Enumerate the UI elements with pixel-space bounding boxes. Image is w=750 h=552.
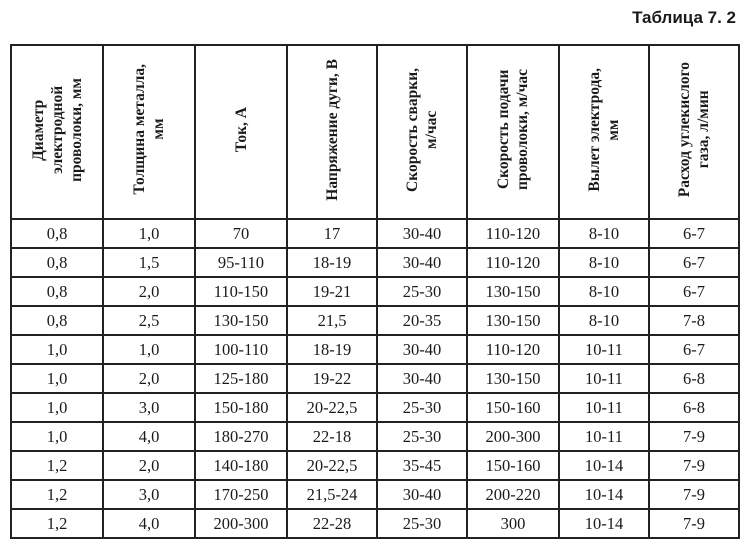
table-cell: 4,0 — [103, 509, 195, 538]
table-row — [11, 393, 739, 422]
table-cell: 140-180 — [195, 451, 287, 480]
table-cell: 110-150 — [195, 277, 287, 306]
table-cell: 10-11 — [559, 335, 649, 364]
table-cell: 8-10 — [559, 248, 649, 277]
table-cell: 1,0 — [11, 393, 103, 422]
header-wire-diameter: Диаметр электродной проволоки, мм — [11, 45, 103, 219]
table-cell: 10-14 — [559, 451, 649, 480]
table-cell: 3,0 — [103, 480, 195, 509]
table-cell: 18-19 — [287, 335, 377, 364]
table-cell: 1,2 — [11, 480, 103, 509]
table-cell: 20-22,5 — [287, 393, 377, 422]
table-caption: Таблица 7. 2 — [632, 8, 736, 27]
table-cell: 300 — [467, 509, 559, 538]
table-cell: 19-21 — [287, 277, 377, 306]
table-cell: 8-10 — [559, 306, 649, 335]
table-cell: 6-8 — [649, 393, 739, 422]
table-cell: 6-7 — [649, 219, 739, 248]
table-cell: 4,0 — [103, 422, 195, 451]
table-cell: 20-35 — [377, 306, 467, 335]
table-cell: 2,0 — [103, 364, 195, 393]
table-cell: 125-180 — [195, 364, 287, 393]
table-cell: 10-14 — [559, 509, 649, 538]
table-cell: 22-28 — [287, 509, 377, 538]
table-cell: 200-220 — [467, 480, 559, 509]
table-row — [11, 277, 739, 306]
table-cell: 10-11 — [559, 364, 649, 393]
welding-parameters-table — [10, 44, 740, 539]
table-cell: 200-300 — [195, 509, 287, 538]
header-metal-thickness: Толщина металла, мм — [103, 45, 195, 219]
table-cell: 110-120 — [467, 219, 559, 248]
header-welding-speed: Скорость сварки, м/час — [377, 45, 467, 219]
table-cell: 2,0 — [103, 277, 195, 306]
header-current: Ток, А — [195, 45, 287, 219]
table-row — [11, 480, 739, 509]
table-cell: 30-40 — [377, 219, 467, 248]
table-cell: 22-18 — [287, 422, 377, 451]
table-cell: 100-110 — [195, 335, 287, 364]
table-cell: 19-22 — [287, 364, 377, 393]
table-row — [11, 306, 739, 335]
header-co2-flow: Расход углекислого газа, л/мин — [649, 45, 739, 219]
table-cell: 1,0 — [11, 422, 103, 451]
table-cell: 35-45 — [377, 451, 467, 480]
table-row — [11, 335, 739, 364]
table-cell: 25-30 — [377, 509, 467, 538]
table-cell: 30-40 — [377, 335, 467, 364]
table-cell: 150-160 — [467, 393, 559, 422]
table-cell: 130-150 — [195, 306, 287, 335]
table-cell: 6-7 — [649, 248, 739, 277]
table-cell: 70 — [195, 219, 287, 248]
table-body — [11, 219, 739, 538]
table-cell: 6-7 — [649, 277, 739, 306]
table-row — [11, 451, 739, 480]
table-cell: 150-180 — [195, 393, 287, 422]
table-cell: 110-120 — [467, 335, 559, 364]
header-wire-feed-speed: Скорость подачи проволоки, м/час — [467, 45, 559, 219]
table-row — [11, 509, 739, 538]
table-cell: 1,5 — [103, 248, 195, 277]
table-cell: 30-40 — [377, 248, 467, 277]
table-cell: 0,8 — [11, 306, 103, 335]
table-cell: 110-120 — [467, 248, 559, 277]
table-cell: 7-8 — [649, 306, 739, 335]
table-cell: 8-10 — [559, 219, 649, 248]
table-cell: 95-110 — [195, 248, 287, 277]
table-row — [11, 248, 739, 277]
table-cell: 150-160 — [467, 451, 559, 480]
table-cell: 3,0 — [103, 393, 195, 422]
table-cell: 1,0 — [103, 219, 195, 248]
table-cell: 1,2 — [11, 451, 103, 480]
table-cell: 25-30 — [377, 277, 467, 306]
table-cell: 0,8 — [11, 219, 103, 248]
table-cell: 200-300 — [467, 422, 559, 451]
table-cell: 7-9 — [649, 480, 739, 509]
table-cell: 6-8 — [649, 364, 739, 393]
table-cell: 8-10 — [559, 277, 649, 306]
table-cell: 1,0 — [11, 364, 103, 393]
table-cell: 1,2 — [11, 509, 103, 538]
table-cell: 6-7 — [649, 335, 739, 364]
table-row — [11, 364, 739, 393]
table-cell: 170-250 — [195, 480, 287, 509]
table-cell: 0,8 — [11, 277, 103, 306]
table-cell: 7-9 — [649, 509, 739, 538]
table-cell: 25-30 — [377, 393, 467, 422]
table-cell: 18-19 — [287, 248, 377, 277]
table-cell: 30-40 — [377, 480, 467, 509]
table-cell: 130-150 — [467, 306, 559, 335]
table-cell: 130-150 — [467, 364, 559, 393]
table-cell: 30-40 — [377, 364, 467, 393]
table-cell: 180-270 — [195, 422, 287, 451]
table-cell: 10-11 — [559, 422, 649, 451]
table-cell: 130-150 — [467, 277, 559, 306]
header-electrode-stickout: Вылет электрода, мм — [559, 45, 649, 219]
header-row — [11, 45, 739, 219]
table-cell: 21,5 — [287, 306, 377, 335]
table-cell: 0,8 — [11, 248, 103, 277]
table-cell: 25-30 — [377, 422, 467, 451]
table-cell: 1,0 — [103, 335, 195, 364]
table-cell: 20-22,5 — [287, 451, 377, 480]
header-arc-voltage: Напряжение дуги, В — [287, 45, 377, 219]
table-cell: 2,5 — [103, 306, 195, 335]
table-cell: 17 — [287, 219, 377, 248]
table-cell: 7-9 — [649, 422, 739, 451]
table-cell: 1,0 — [11, 335, 103, 364]
table-row — [11, 422, 739, 451]
table-cell: 7-9 — [649, 451, 739, 480]
table-cell: 10-14 — [559, 480, 649, 509]
table-cell: 10-11 — [559, 393, 649, 422]
table-cell: 2,0 — [103, 451, 195, 480]
table-cell: 21,5-24 — [287, 480, 377, 509]
table-row — [11, 219, 739, 248]
